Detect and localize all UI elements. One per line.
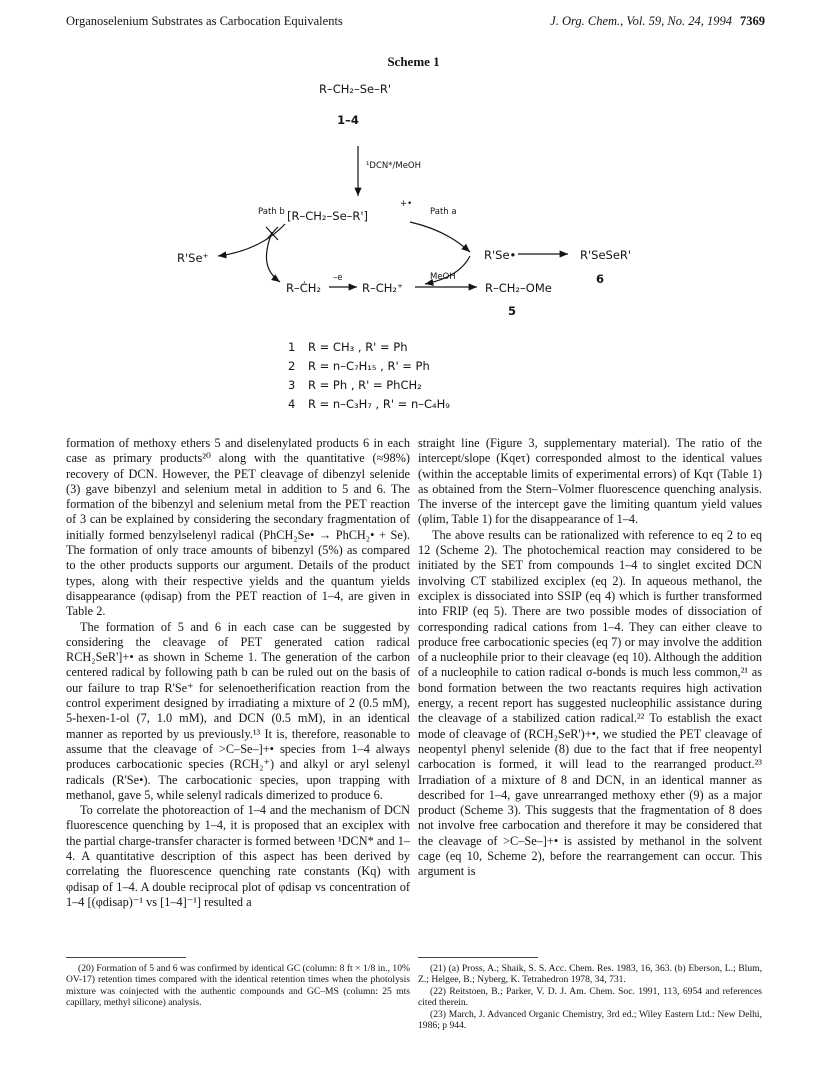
rse-radical: R'Se•	[484, 248, 517, 262]
substrate-formula: R–CH₂–Se–R'	[318, 82, 392, 96]
substrate-label: 1–4	[337, 113, 359, 127]
scheme-title: Scheme 1	[387, 54, 440, 69]
body-column-left	[66, 436, 410, 910]
footnote: (22) Reitstoen, B.; Parker, V. D. J. Am. Chem. Soc. 1991, 113, 6954 and references cited therein.	[418, 985, 762, 1009]
footnote: (21) (a) Pross, A.; Shaik, S. S. Acc. Chem. Res. 1983, 16, 363. (b) Eberson, L.; Blum, Z.; Helgee, B.; Nyberg, K. Tetrahedron 1978, 34, 731.	[418, 963, 762, 986]
diselenide-label: 6	[596, 272, 605, 286]
footnote-rule-left	[66, 957, 186, 958]
path-a-arrow	[410, 222, 470, 252]
paragraph: formation of methoxy ethers 5 and diselenylated products 6 in each case as primary products²⁰ along with the quantitative (≈98%) recovery of DCN. However, the PET cleavage of dibenzyl selenide (3) gave bibenzyl and selenium metal in addition to 5 and 6. The formation of the bibenzyl and selenium metal from the PET reaction of 3 can be explained by considering the secondary fragmentation of initially formed benzylselenyl radical (PhCH₂Se• → PhCH₂• + Se). The formation of only trace amounts of bibenzyl (5%) as compared to the other products supports our argument. Details of the product types, along with their respective yields and the quantum yields disappearance (φdisap) from the PET reaction of 1–4, are given in Table 2.	[66, 436, 410, 619]
reaction-scheme	[0, 0, 827, 460]
diselenide: R'SeSeR'	[580, 248, 632, 262]
footnote: (20) Formation of 5 and 6 was confirmed by identical GC (column: 8 ft × 1/8 in., 10% OV-17) retention times compared with the identical retention times when the photolysis mixture was coinjected with the authentic compounds and GC–MS (column: 25 mts capillary, methyl silicone) analysis.	[66, 963, 410, 1009]
paragraph: The above results can be rationalized with reference to eq 2 to eq 12 (Scheme 2). The photochemical reaction may considered to be initiated by the SET from compounds 1–4 to singlet excited DCN involving CT stabilized exciplex (eq 2). In aqueous methanol, the exciplex is dissociated into SSIP (eq 4) which is further transformed into FRIP (eq 5). There are two possible modes of dissociation of corresponding radical cations from 1–4. They can either cleave to produce free carbocationic species (eq 7) or may involve the addition of a nucleophile prior to their cleavage (eq 10). Although the addition of a nucleophile to cation radical σ-bonds is much less common,²¹ as bond formation between the two reactants requires high activation energy, a recent report has suggested nucleophilic assistance during the cleavage of a stabilized cation radical.²² To establish the exact mode of cleavage of (RCH₂SeR')+•, we studied the PET cleavage of neopentyl phenyl selenide (8) due to the fact that if free neopentyl carbocation is formed, it will lead to the rearranged product.²³ Irradiation of a mixture of 8 and DCN, in an identical manner as described for 1–4, gave unrearranged methoxy ether (9) as a major product (Scheme 3). This suggests that the fragmentation of 8 does not involve free carbocation and therefore it may be considered that the cleavage of >C–Se–]+• is assisted by methanol in the solvent cage (eq 10, Scheme 2), before the rearrangement can occur. This argument is	[418, 527, 762, 879]
running-header-title: Organoselenium Substrates as Carbocation Equivalents	[66, 14, 343, 28]
path-a-label: Path a	[430, 207, 457, 217]
substrate-num-4: 4	[288, 397, 296, 411]
path-b-arrow	[218, 224, 285, 256]
footnote: (23) March, J. Advanced Organic Chemistry, 3rd ed.; Wiley Eastern Ltd.: New Delhi, 1986; p 944.	[418, 1008, 762, 1032]
rse-cation: R'Se⁺	[177, 251, 209, 265]
methanol-label: MeOH	[430, 272, 456, 282]
substrate-num-1: 1	[288, 340, 296, 354]
benzyl-radical: R–ĊH₂	[286, 281, 322, 295]
journal-citation: J. Org. Chem., Vol. 59, No. 24, 1994	[550, 14, 732, 28]
footnotes-right	[418, 963, 762, 1031]
footnotes-left	[66, 963, 410, 1009]
body-column-right	[418, 436, 762, 880]
page-number: 7369	[740, 14, 765, 28]
paragraph: The formation of 5 and 6 in each case can be suggested by considering the cleavage of PET generated cation radical RCH₂SeR']+• as shown in Scheme 1. The generation of the carbon centered radical by following path b can be ruled out on the basis of our failure to trap R'Se⁺ for selenoetherification reaction from the control experiment designed by irradiating a mixture of 2 (0.5 mM), 5-hexen-1-ol (7, 1.0 mM), and DCN (0.5 mM), in an identical manner as reported by us previously.¹³ It is, therefore, reasonable to assume that the cleavage of >C–Se–]+• species from 1–4 always produces carbocationic species (RCH₂⁺) and alkyl or aryl selenyl radicals (R'Se•). The carbocationic species, upon trapping with methanol, gave 5, while selenyl radicals dimerized to produce 6.	[66, 619, 410, 802]
paragraph: straight line (Figure 3, supplementary material). The ratio of the intercept/slope (Kqeτ) corresponded almost to the identical values (within the acceptable limits of experimental errors) of Kqτ (Table 1) as obtained from the Stern–Volmer fluorescence quenching analysis. The inverse of the intercept gave the limiting quantum yield values (φlim, Table 1) for the disappearance of 1–4.	[418, 436, 762, 527]
substrate-def-4: R = n–C₃H₇ , R' = n–C₄H₉	[308, 397, 450, 411]
electron-loss: –e	[333, 273, 343, 283]
carbocation: R–CH₂⁺	[362, 281, 404, 295]
path-b-label: Path b	[258, 207, 285, 217]
substrate-num-3: 3	[288, 378, 296, 392]
methoxy-ether: R–CH₂–OMe	[485, 281, 552, 295]
substrate-def-2: R = n–C₇H₁₅ , R' = Ph	[308, 359, 430, 373]
methoxy-ether-label: 5	[508, 304, 517, 318]
radical-cation-charge: +•	[400, 199, 413, 209]
substrate-def-3: R = Ph , R' = PhCH₂	[308, 378, 422, 392]
footnote-rule-right	[418, 957, 538, 958]
reagent-label: ¹DCN*/MeOH	[366, 161, 422, 171]
substrate-def-1: R = CH₃ , R' = Ph	[308, 340, 408, 354]
substrate-num-2: 2	[288, 359, 296, 373]
paragraph: To correlate the photoreaction of 1–4 and the mechanism of DCN fluorescence quenching by 1–4, it is proposed that an exciplex with the partial charge-transfer character is formed between ¹DCN* and 1–4. A quantitative description of this aspect has been derived by correlating the fluorescence quenching rate constants (Kq) with φdisap of 1–4. A double reciprocal plot of φdisap vs concentration of 1–4 [(φdisap)⁻¹ vs [1–4]⁻¹] resulted a	[66, 803, 410, 909]
radical-cation: [R–CH₂–Se–R']	[287, 209, 369, 223]
